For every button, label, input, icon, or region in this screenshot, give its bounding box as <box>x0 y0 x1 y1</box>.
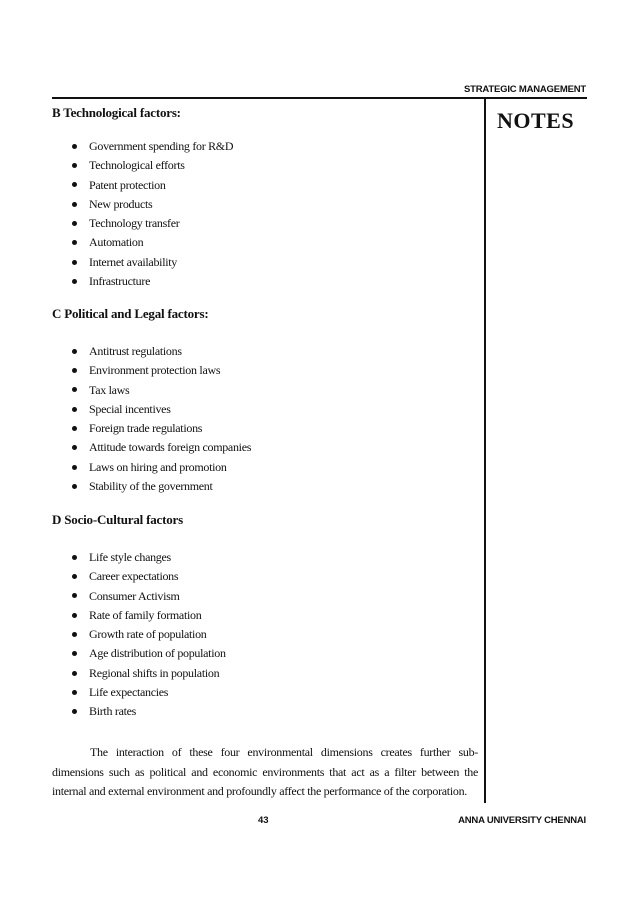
bullet-icon <box>72 709 77 714</box>
list-item: Age distribution of population <box>72 644 226 663</box>
list-item: Laws on hiring and promotion <box>72 458 251 477</box>
bullet-icon <box>72 426 77 431</box>
list-item: Life expectancies <box>72 683 226 702</box>
socio-cultural-factors-list <box>72 548 226 722</box>
list-item: Infrastructure <box>72 272 233 291</box>
bullet-icon <box>72 671 77 676</box>
bullet-icon <box>72 613 77 618</box>
list-item: Consumer Activism <box>72 587 226 606</box>
bullet-icon <box>72 593 77 598</box>
bullet-icon <box>72 163 77 168</box>
list-item: Technology transfer <box>72 214 233 233</box>
bullet-icon <box>72 484 77 489</box>
political-legal-factors-list <box>72 342 251 496</box>
bullet-icon <box>72 632 77 637</box>
page-number: 43 <box>258 815 269 826</box>
bullet-icon <box>72 221 77 226</box>
bullet-icon <box>72 407 77 412</box>
bullet-icon <box>72 574 77 579</box>
margin-rule <box>484 98 486 803</box>
list-item: Antitrust regulations <box>72 342 251 361</box>
list-item: Birth rates <box>72 702 226 721</box>
bullet-icon <box>72 465 77 470</box>
list-item: Regional shifts in population <box>72 664 226 683</box>
bullet-icon <box>72 349 77 354</box>
bullet-icon <box>72 651 77 656</box>
bullet-icon <box>72 387 77 392</box>
bullet-icon <box>72 144 77 149</box>
section-heading-political-legal: C Political and Legal factors: <box>52 306 209 321</box>
paragraph-text: The interaction of these four environmental dimensions creates further sub-dimensions such as political and economic environments that act as a filter between the internal and external environment and profoundly affect the performance of the corporation. <box>52 745 478 798</box>
section-heading-technological: B Technological factors: <box>52 105 181 120</box>
technological-factors-list <box>72 137 233 291</box>
section-heading-socio-cultural: D Socio-Cultural factors <box>52 512 183 527</box>
bullet-icon <box>72 445 77 450</box>
list-item: Automation <box>72 233 233 252</box>
list-item: Technological efforts <box>72 156 233 175</box>
list-item: Foreign trade regulations <box>72 419 251 438</box>
list-item: Career expectations <box>72 567 226 586</box>
list-item: Rate of family formation <box>72 606 226 625</box>
bullet-icon <box>72 260 77 265</box>
bullet-icon <box>72 279 77 284</box>
list-item: Life style changes <box>72 548 226 567</box>
bullet-icon <box>72 182 77 187</box>
list-item: New products <box>72 195 233 214</box>
notes-label: NOTES <box>497 108 575 133</box>
header-rule <box>52 97 587 99</box>
running-header: STRATEGIC MANAGEMENT <box>464 84 586 95</box>
bullet-icon <box>72 368 77 373</box>
list-item: Patent protection <box>72 176 233 195</box>
list-item: Internet availability <box>72 253 233 272</box>
bullet-icon <box>72 240 77 245</box>
bullet-icon <box>72 690 77 695</box>
list-item: Environment protection laws <box>72 361 251 380</box>
list-item: Special incentives <box>72 400 251 419</box>
list-item: Attitude towards foreign companies <box>72 438 251 457</box>
list-item: Tax laws <box>72 381 251 400</box>
bullet-icon <box>72 555 77 560</box>
body-paragraph <box>52 743 478 802</box>
list-item: Government spending for R&D <box>72 137 233 156</box>
list-item: Growth rate of population <box>72 625 226 644</box>
footer-university: ANNA UNIVERSITY CHENNAI <box>458 815 586 826</box>
bullet-icon <box>72 202 77 207</box>
list-item: Stability of the government <box>72 477 251 496</box>
